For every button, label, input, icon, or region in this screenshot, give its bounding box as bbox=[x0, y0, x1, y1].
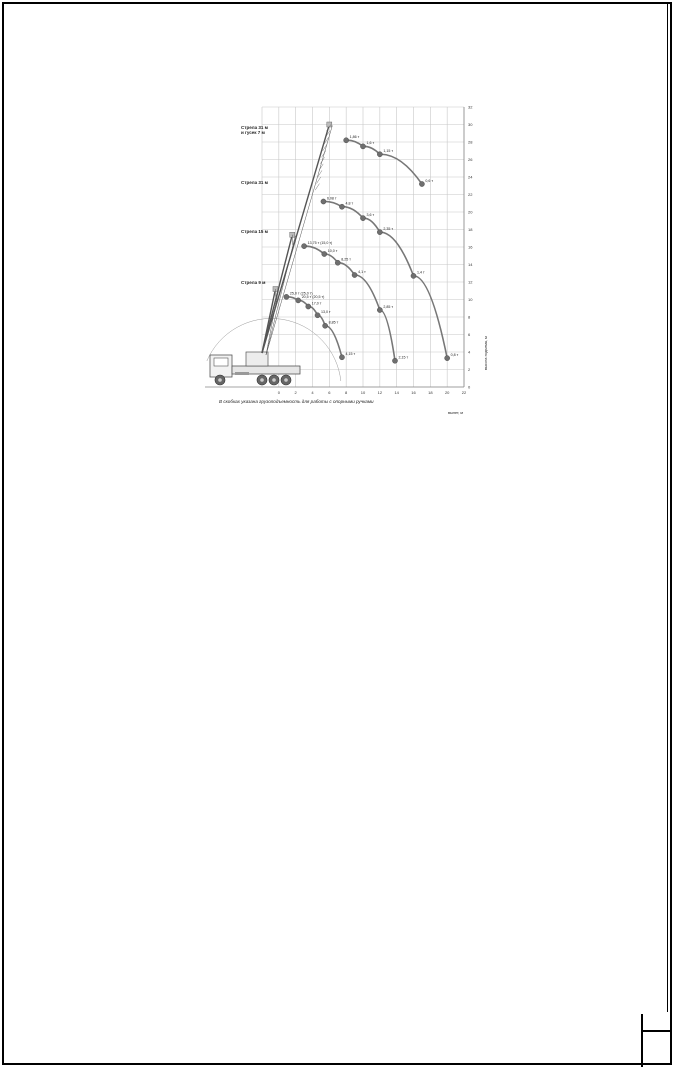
x-axis-title: вылет, м bbox=[448, 411, 463, 415]
capacity-label: 2,35 т bbox=[383, 226, 393, 231]
capacity-point bbox=[377, 230, 382, 235]
chart-grid bbox=[205, 107, 464, 387]
capacity-label: 17,0 т bbox=[311, 301, 322, 306]
capacity-label: 8,85 т bbox=[328, 320, 339, 325]
capacity-point bbox=[344, 138, 349, 143]
x-tick-label: 20 bbox=[444, 390, 450, 395]
x-tick-label: 2 bbox=[294, 390, 297, 395]
capacity-point bbox=[445, 356, 450, 361]
capacity-label: 4,8 т bbox=[345, 201, 354, 206]
capacity-label: 13,75 т (15,0 т) bbox=[307, 240, 333, 245]
capacity-point bbox=[360, 144, 365, 149]
capacity-label: 0,8 т bbox=[450, 352, 459, 357]
capacity-label: 6,08 т bbox=[326, 196, 337, 201]
boom-config-label: Стрела 15 м bbox=[241, 229, 268, 234]
y-tick-label: 8 bbox=[468, 314, 471, 320]
y-axis-title: высота подъема, м bbox=[484, 336, 488, 370]
y-tick-label: 10 bbox=[468, 297, 473, 302]
truck-cab-window bbox=[214, 358, 228, 366]
capacity-point bbox=[377, 152, 382, 157]
capacity-label: 1,15 т bbox=[383, 149, 393, 154]
wheel-hub bbox=[284, 378, 288, 382]
capacity-point bbox=[315, 313, 320, 318]
wheel-hub bbox=[272, 378, 276, 382]
capacity-label: 20,5 т (20,5 т) bbox=[301, 295, 325, 300]
capacity-point bbox=[352, 272, 357, 277]
jib-lattice bbox=[320, 157, 324, 164]
x-tick-label: 16 bbox=[411, 390, 416, 395]
x-tick-label: 12 bbox=[377, 390, 383, 395]
capacity-label: 1,86 т bbox=[349, 135, 360, 140]
y-tick-label: 26 bbox=[468, 157, 473, 162]
boom-head bbox=[327, 122, 332, 127]
capacity-label: 2,85 т bbox=[383, 304, 393, 309]
capacity-label: 1,6 т bbox=[366, 141, 375, 146]
y-tick-label: 2 bbox=[468, 367, 471, 372]
x-tick-label: 22 bbox=[461, 390, 467, 395]
boom-config-label: Стрела 31 м bbox=[241, 125, 268, 130]
outrigger bbox=[235, 372, 249, 375]
capacity-label: 3,6 т bbox=[366, 212, 375, 217]
capacity-point bbox=[321, 199, 326, 204]
crane-turret bbox=[246, 352, 268, 366]
x-tick-label: 10 bbox=[360, 390, 366, 395]
chart-footnote: В скобках указана грузоподъемность для работы с опорными ручками bbox=[219, 399, 374, 404]
y-tick-label: 32 bbox=[468, 104, 473, 110]
y-tick-label: 4 bbox=[468, 349, 471, 355]
capacity-label: 1,4 т bbox=[417, 270, 425, 275]
capacity-point bbox=[301, 244, 306, 249]
boom-config-label: Стрела 9 м bbox=[241, 280, 266, 285]
axis-ticks bbox=[278, 105, 474, 396]
x-tick-label: 0 bbox=[277, 390, 280, 395]
x-tick-label: 4 bbox=[311, 390, 314, 395]
wheel-hub bbox=[260, 378, 264, 382]
capacity-point bbox=[296, 298, 301, 303]
y-tick-label: 30 bbox=[468, 122, 473, 127]
jib-lattice bbox=[315, 184, 319, 191]
x-tick-label: 14 bbox=[394, 390, 399, 395]
capacity-curve bbox=[286, 297, 342, 357]
boom-config-label: и гусек 7 м bbox=[241, 130, 265, 135]
capacity-curves bbox=[284, 135, 459, 363]
y-tick-label: 28 bbox=[468, 139, 473, 145]
capacity-point bbox=[377, 307, 382, 312]
x-tick-label: 6 bbox=[328, 390, 331, 395]
capacity-point bbox=[339, 204, 344, 209]
crane-truck-illustration bbox=[210, 122, 332, 385]
capacity-point bbox=[323, 323, 328, 328]
capacity-point bbox=[335, 260, 340, 265]
capacity-label: 10,0 т bbox=[327, 248, 338, 253]
x-tick-label: 18 bbox=[428, 390, 433, 395]
capacity-label: 4,15 т bbox=[345, 352, 356, 357]
capacity-point bbox=[392, 358, 397, 363]
capacity-label: 8,25 т bbox=[341, 257, 351, 262]
capacity-point bbox=[419, 181, 424, 186]
capacity-label: 0,6 т bbox=[425, 178, 434, 183]
capacity-label: 2,15 т bbox=[398, 355, 409, 360]
y-tick-label: 22 bbox=[468, 192, 473, 197]
capacity-point bbox=[360, 216, 365, 221]
capacity-point bbox=[411, 273, 416, 278]
y-tick-label: 24 bbox=[468, 174, 473, 180]
y-tick-label: 20 bbox=[468, 209, 473, 215]
capacity-point bbox=[284, 294, 289, 299]
boom-labels bbox=[241, 125, 269, 285]
capacity-label: 25,0 т (25,0 т) bbox=[289, 291, 313, 296]
capacity-label: 13,0 т bbox=[321, 310, 331, 315]
y-tick-label: 14 bbox=[468, 262, 473, 267]
x-tick-label: 8 bbox=[345, 390, 348, 395]
wheel-hub bbox=[218, 378, 222, 382]
capacity-point bbox=[339, 355, 344, 360]
y-tick-label: 12 bbox=[468, 279, 473, 285]
capacity-point bbox=[322, 251, 327, 256]
y-tick-label: 18 bbox=[468, 227, 473, 232]
capacity-label: 4,1 т bbox=[358, 269, 366, 274]
y-tick-label: 6 bbox=[468, 332, 471, 337]
capacity-curve bbox=[346, 140, 422, 184]
capacity-point bbox=[306, 304, 311, 309]
y-tick-label: 0 bbox=[468, 384, 471, 390]
y-tick-label: 16 bbox=[468, 244, 473, 250]
boom-config-label: Стрела 31 м bbox=[241, 180, 268, 185]
